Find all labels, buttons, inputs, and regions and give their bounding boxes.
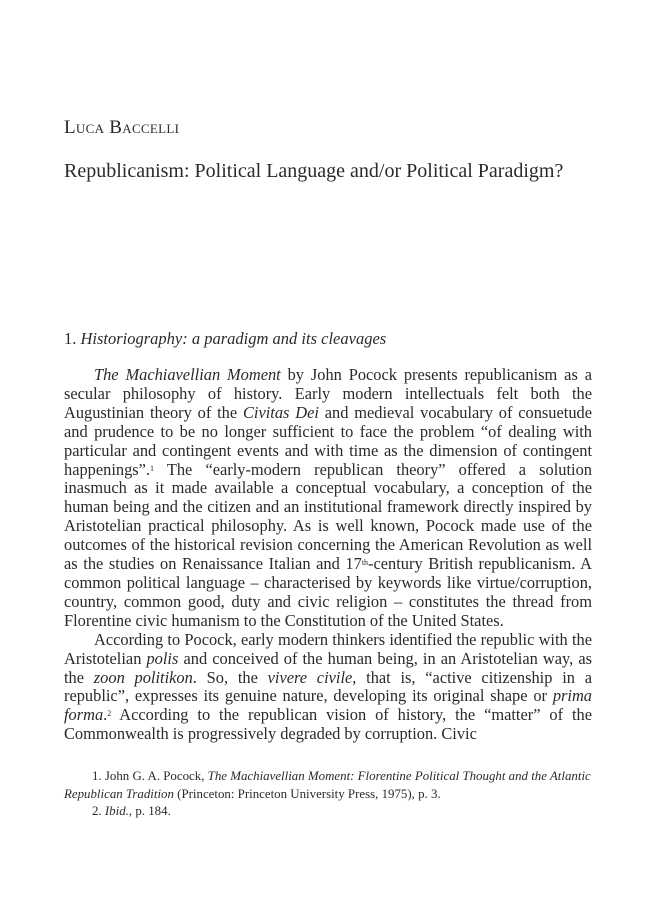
ordinal-suffix: th [361, 558, 369, 568]
text-run: . So, the [192, 667, 268, 687]
text-run: According to the republican vision of history, the “matter” of the Commonwealth is progressively degraded by corruption. Civic [64, 705, 592, 744]
paragraph [64, 631, 592, 744]
paragraph [64, 366, 592, 631]
footnotes [64, 768, 592, 821]
footnote-2 [64, 803, 592, 821]
italic-term: prima forma [64, 686, 592, 725]
section-number: 1. [64, 329, 77, 348]
section-heading [64, 329, 386, 349]
text-run: by John Pocock presents republicanism as a secular philosophy of history. Early modern intellectuals felt both the Augustinian theory of the [64, 365, 592, 422]
italic-term: vivere civile [267, 667, 353, 687]
text-run: 2. [92, 804, 105, 819]
text-run: , that is, “active citizenship in a republic”, expresses its genuine nature, developing its original shape or [64, 667, 592, 706]
text-run: , p. 184. [128, 804, 171, 819]
ibid: Ibid. [104, 804, 129, 819]
body-text [64, 366, 592, 744]
author-name: Luca Baccelli [64, 117, 180, 138]
italic-term: polis [146, 648, 179, 668]
article-title: Republicanism: Political Language and/or Political Paradigm? [64, 160, 564, 182]
text-run: (Princeton: Princeton University Press, 1975), p. 3. [173, 786, 441, 801]
text-run: -century British republicanism. A common political language – characterised by keywords like virtue/corruption, country, common good, duty and civic religion – constitutes the thread from Florentine civic humanism to the Constitution of the United States. [64, 554, 592, 630]
text-run: According to Pocock, early modern thinkers identified the republic with the Aristotelian [64, 629, 592, 668]
italic-term: Civitas Dei [242, 402, 319, 422]
italic-term: zoon politikon [93, 667, 193, 687]
footnote-ref-2[interactable]: 2 [107, 709, 112, 719]
text-run: and medieval vocabulary of consuetude and prudence to be no longer sufficient to face the problem “of dealing with particular and contingent events and with time as the dimension of contingent happenings”. [64, 402, 592, 479]
text-run: and conceived of the human being, in an Aristotelian way, as the [64, 648, 592, 687]
footnote-1 [64, 768, 592, 803]
text-run: The “early-modern republican theory” offered a solution inasmuch as it made available a conceptual vocabulary, a conception of the human being and the citizen and an institutional framework directly inspired by Aristotelian practical philosophy. As is well known, Pocock made use of the outcomes of the historical revision concerning the American Revolution as well as the studies on Renaissance Italian and 17 [64, 459, 592, 574]
footnote-ref-1[interactable]: 1 [150, 463, 155, 473]
text-run: . [103, 705, 108, 725]
cited-title: The Machiavellian Moment: Florentine Political Thought and the Atlantic Republican Tradition [64, 769, 591, 801]
text-run: 1. John G. A. Pocock, [92, 769, 208, 783]
book-title: The Machiavellian Moment [94, 365, 281, 384]
section-title: Historiography: a paradigm and its cleavages [80, 329, 387, 348]
